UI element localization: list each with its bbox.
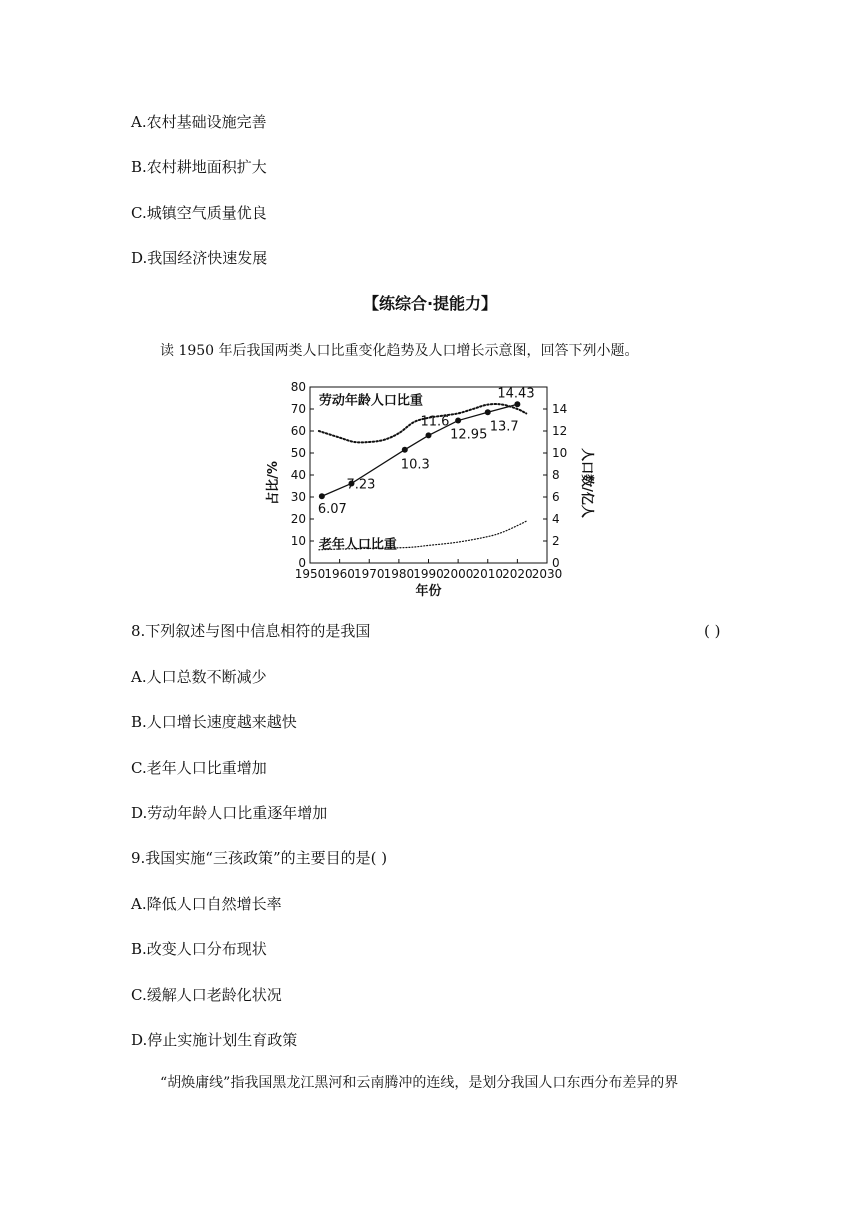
intro-text: 读 1950 年后我国两类人口比重变化趋势及人口增长示意图，回答下列小题。 [160, 343, 639, 359]
population-chart [250, 375, 594, 600]
x-tick-label: 2010 [472, 567, 504, 581]
y-right-tick-label: 14 [552, 402, 568, 416]
x-axis-label: 年份 [415, 584, 442, 599]
population-data-label: 7.23 [346, 477, 376, 493]
y-right-tick-label: 6 [552, 490, 560, 504]
population-data-label: 10.3 [400, 457, 430, 473]
y-right-axis-label: 人口数/亿人 [579, 448, 594, 518]
y-left-tick-label: 50 [290, 446, 306, 460]
y-right-tick-label: 12 [552, 424, 568, 438]
prev-option-b: B.农村耕地面积扩大 [131, 158, 267, 176]
y-left-tick-label: 80 [290, 380, 306, 394]
question-8: 8.下列叙述与图中信息相符的是我国 [131, 622, 371, 640]
y-left-tick-label: 10 [290, 534, 306, 548]
prev-option-d: D.我国经济快速发展 [131, 249, 268, 267]
population-point [426, 432, 432, 438]
x-tick-label: 2020 [502, 567, 533, 581]
y-left-tick-label: 70 [290, 402, 306, 416]
plot-frame [310, 387, 547, 563]
q9-option-c: C.缓解人口老龄化状况 [131, 986, 282, 1004]
y-left-axis-label: 占比/% [266, 461, 281, 505]
x-tick-label: 2000 [442, 567, 474, 581]
y-right-tick-label: 2 [552, 534, 560, 548]
x-tick-label: 1950 [294, 567, 326, 581]
footer-paragraph: “胡焕庸线”指我国黑龙江黑河和云南腾冲的连线，是划分我国人口东西分布差异的界 [160, 1075, 679, 1091]
elderly-series-label: 老年人口比重 [318, 537, 397, 553]
population-data-label: 14.43 [497, 386, 535, 402]
y-right-tick-label: 0 [552, 556, 560, 570]
working-age-series-label: 劳动年龄人口比重 [318, 393, 423, 409]
population-point [319, 493, 325, 499]
y-right-tick-label: 4 [552, 512, 560, 526]
y-right-tick-label: 8 [552, 468, 560, 482]
y-left-tick-label: 0 [298, 556, 306, 570]
population-data-label: 13.7 [489, 419, 519, 435]
q9-option-a: A.降低人口自然增长率 [131, 895, 282, 913]
x-tick-label: 1980 [383, 567, 415, 581]
q8-option-a: A.人口总数不断减少 [131, 668, 267, 686]
q8-option-c: C.老年人口比重增加 [131, 759, 267, 777]
chart-axes [310, 387, 547, 563]
y-right-tick-label: 10 [552, 446, 568, 460]
population-data-label: 12.95 [450, 427, 488, 443]
population-data-label: 6.07 [317, 502, 347, 518]
x-tick-label: 2030 [531, 567, 563, 581]
section-title: 【练综合·提能力】 [362, 294, 498, 313]
y-left-tick-label: 40 [290, 468, 306, 482]
x-tick-label: 1990 [413, 567, 444, 581]
x-tick-label: 1960 [324, 567, 355, 581]
question-9: 9.我国实施“三孩政策”的主要目的是( ) [131, 849, 388, 867]
prev-option-a: A.农村基础设施完善 [131, 113, 267, 131]
question-8-answer-blank: ( ) [704, 622, 721, 640]
y-left-tick-label: 60 [290, 424, 306, 438]
population-point [402, 447, 408, 453]
q8-option-b: B.人口增长速度越来越快 [131, 713, 297, 731]
population-point [514, 401, 520, 407]
q9-option-d: D.停止实施计划生育政策 [131, 1031, 298, 1049]
population-data-label: 11.6 [420, 414, 450, 430]
population-point [455, 418, 461, 424]
population-point [485, 409, 491, 415]
prev-option-c: C.城镇空气质量优良 [131, 204, 267, 222]
y-left-tick-label: 30 [290, 490, 306, 504]
y-left-tick-label: 20 [290, 512, 306, 526]
q8-option-d: D.劳动年龄人口比重逐年增加 [131, 804, 328, 822]
x-tick-label: 1970 [353, 567, 385, 581]
q9-option-b: B.改变人口分布现状 [131, 940, 267, 958]
